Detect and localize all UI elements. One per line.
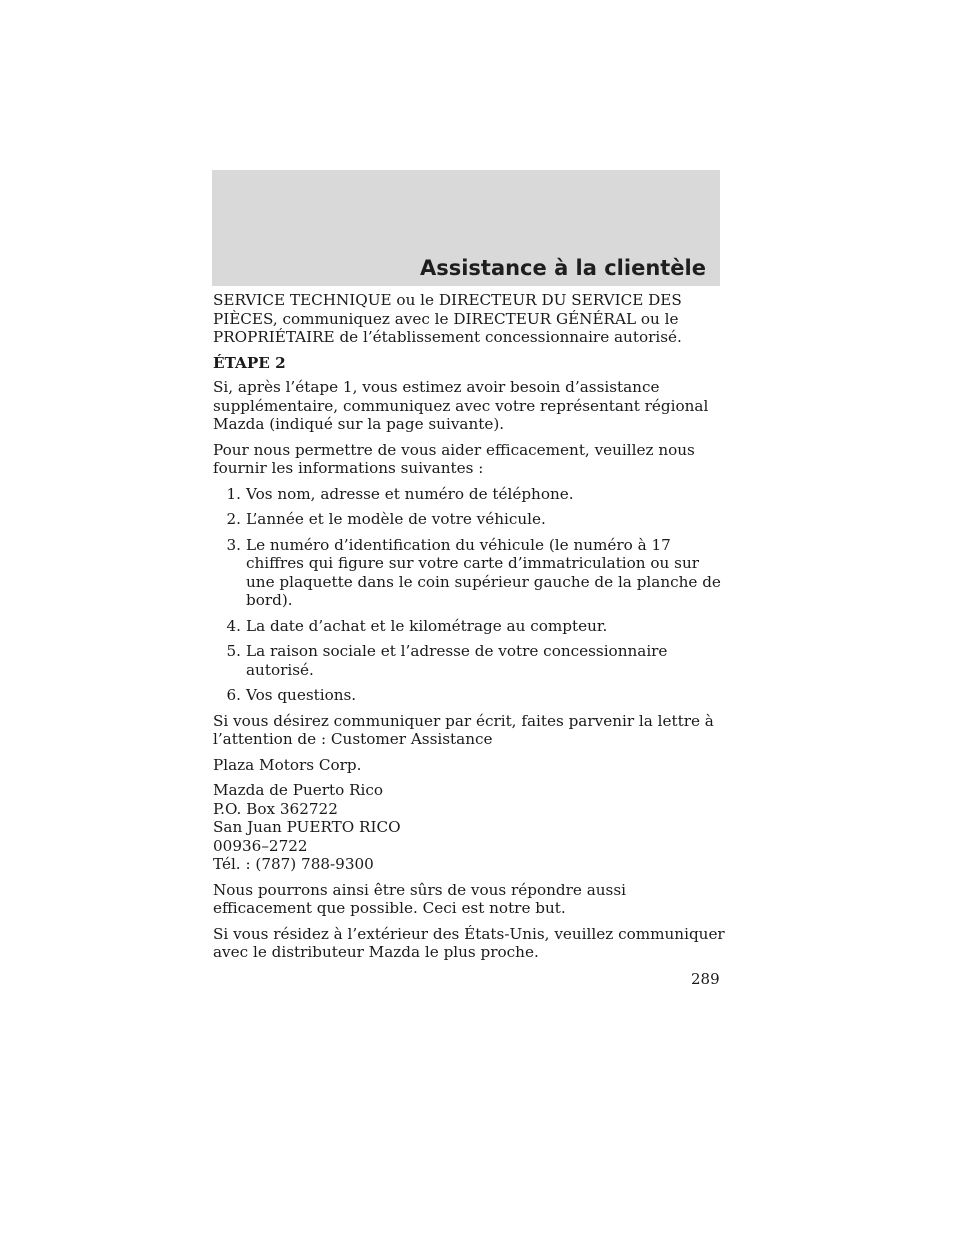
list-item: 4. La date d’achat et le kilométrage au compteur. [226,616,608,635]
list-item: 6. Vos questions. [226,686,357,704]
page-number: 289 [691,970,720,988]
list-item: 1. Vos nom, adresse et numéro de téléphone. [226,484,574,503]
section-title: Assistance à la clientèle [419,256,706,280]
closing-paragraph: Nous pourrons ainsi être sûrs de vous répondre aussi efficacement que possible. Ceci est notre but. [213,880,626,917]
address-line: 00936–2722 [213,836,308,855]
write-to-paragraph: Si vous désirez communiquer par écrit, faites parvenir la lettre à l’attention de : Customer Assistance [213,711,714,748]
phone-line: Tél. : (787) 788-9300 [213,855,374,873]
info-list [213,485,725,705]
info-intro-paragraph: Pour nous permettre de vous aider efficacement, veuillez nous fournir les informations suivantes : [213,440,695,477]
company-name: Plaza Motors Corp. [213,755,362,774]
section-header-band [212,170,720,286]
address-line: P.O. Box 362722 [213,799,338,818]
list-item: 3. Le numéro d’identification du véhicule (le numéro à 17 chiffres qui figure sur votre carte d’immatriculation ou sur une plaquette dans le coin supérieur gauche de la planche de bord). [226,535,721,609]
closing-paragraph: Si vous résidez à l’extérieur des États-Unis, veuillez communiquer avec le distributeur Mazda le plus proche. [213,924,725,961]
intro-paragraph: SERVICE TECHNIQUE ou le DIRECTEUR DU SERVICE DES PIÈCES, communiquez avec le DIRECTEUR GÉNÉRAL ou le PROPRIÉTAIRE de l’établissement concessionnaire autorisé. [213,291,682,346]
address-line: Mazda de Puerto Rico [213,781,384,799]
page-body [213,291,725,969]
address-line: San Juan PUERTO RICO [213,818,401,836]
list-item: 2. L’année et le modèle de votre véhicule. [226,510,546,528]
step-paragraph: Si, après l’étape 1, vous estimez avoir besoin d’assistance supplémentaire, communiquez avec votre représentant régional Mazda (indiqué sur la page suivante). [213,378,709,433]
list-item: 5. La raison sociale et l’adresse de votre concessionnaire autorisé. [226,642,668,679]
mailing-address [213,781,725,874]
step-heading: ÉTAPE 2 [213,353,286,372]
